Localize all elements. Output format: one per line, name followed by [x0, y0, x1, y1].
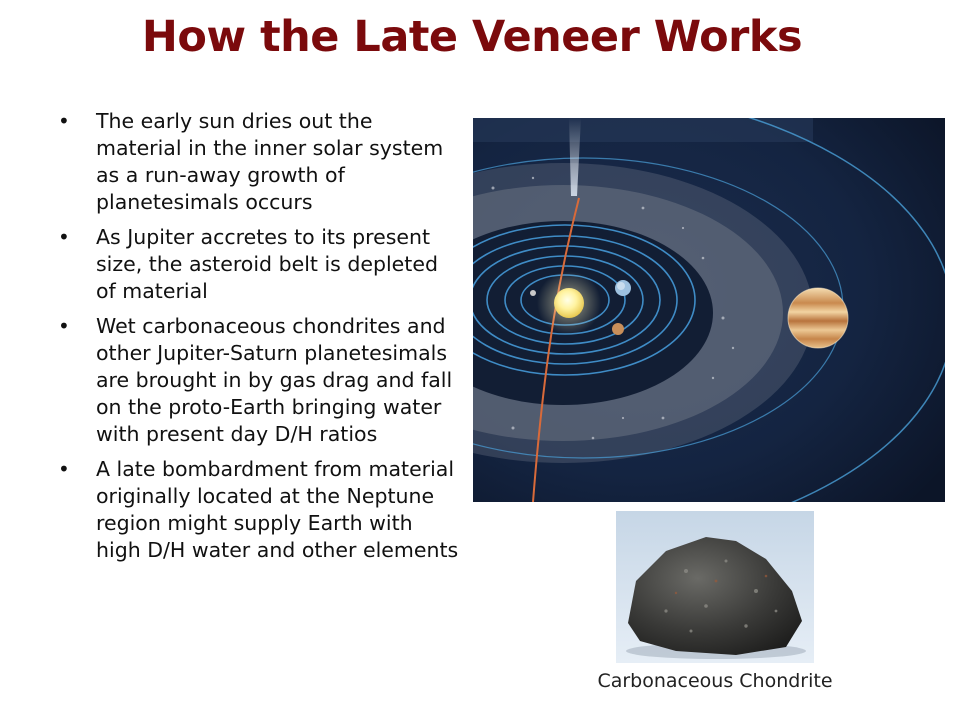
bullet-dot: • — [58, 314, 70, 338]
mercury-icon — [530, 290, 536, 296]
bullet-text: Wet carbonaceous chondrites and other Jupiter-Saturn planetesimals are brought in by gas drag and fall on the proto-Earth bringing water with present day D/H ratios — [96, 314, 453, 446]
bullet-text: A late bombardment from material originally located at the Neptune region might supply Earth with high D/H water and other elements — [96, 457, 459, 562]
bullet-item — [52, 456, 462, 564]
carbonaceous-chondrite-photo — [616, 511, 814, 663]
mars-icon — [612, 323, 624, 335]
image-caption: Carbonaceous Chondrite — [597, 670, 833, 692]
bullet-text: As Jupiter accretes to its present size, the asteroid belt is depleted of material — [96, 225, 438, 303]
bullet-dot: • — [58, 457, 70, 481]
bullet-list — [52, 108, 462, 572]
bullet-text: The early sun dries out the material in the inner solar system as a run-away growth of planetesimals occurs — [96, 109, 444, 214]
bullet-item — [52, 108, 462, 216]
solar-system-illustration — [473, 118, 945, 502]
slide-title: How the Late Veneer Works — [141, 12, 803, 62]
bullet-item — [52, 224, 462, 305]
sun-icon — [554, 288, 584, 318]
bullet-dot: • — [58, 225, 70, 249]
bullet-dot: • — [58, 109, 70, 133]
bullet-item — [52, 313, 462, 448]
